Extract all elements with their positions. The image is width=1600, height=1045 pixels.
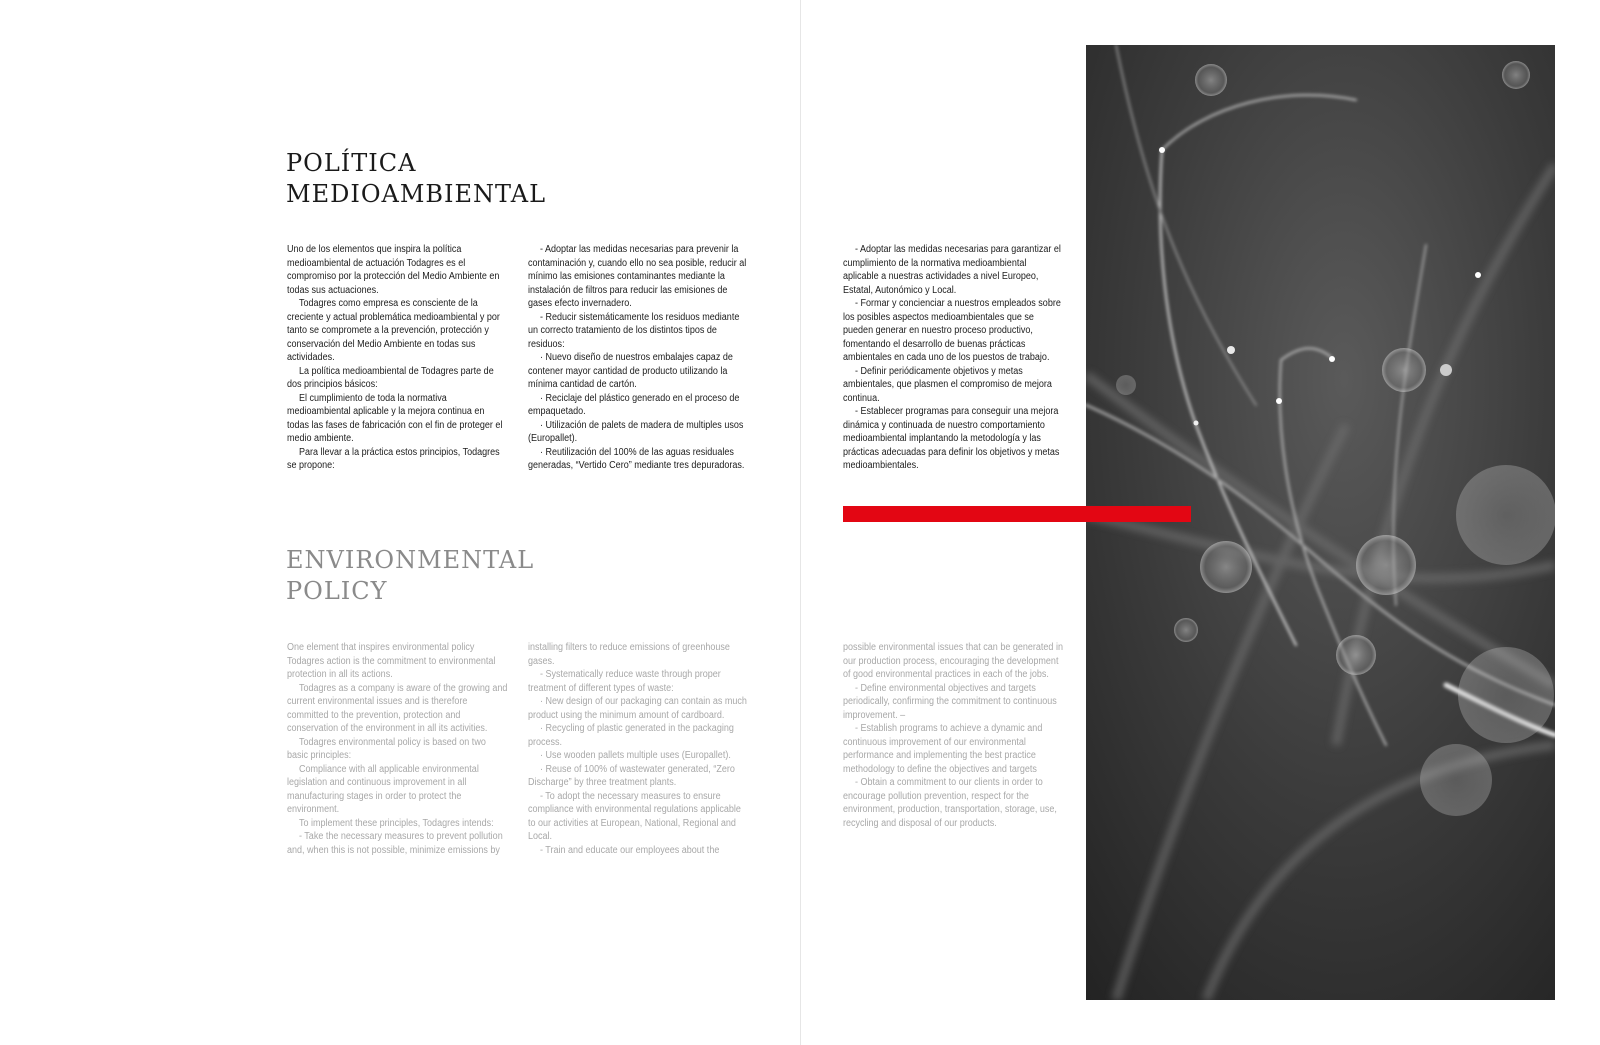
paragraph: · Utilización de palets de madera de multiples usos (Europallet).: [528, 419, 744, 444]
paragraph: - Establish programs to achieve a dynamic and continuous improvement of our environmental performance and implementing the best practice methodology to define the objectives and targets: [843, 723, 1043, 775]
paragraph: · Reutilización del 100% de las aguas residuales generadas, “Vertido Cero” mediante tres depuradoras.: [528, 446, 745, 471]
paragraph: - Take the necessary measures to prevent pollution and, when this is not possible, minimize emissions by: [287, 831, 503, 856]
red-accent-bar: [843, 506, 1191, 522]
english-column-1: [287, 641, 508, 857]
paragraph: possible environmental issues that can be generated in our production process, encouraging the development of good environmental practices in each of the jobs.: [843, 642, 1063, 680]
english-title-line2: POLICY: [286, 577, 388, 605]
spanish-column-1: [287, 243, 508, 473]
paragraph: · Use wooden pallets multiple uses (Europallet).: [539, 750, 731, 761]
english-column-3: [843, 641, 1064, 830]
paragraph: - Obtain a commitment to our clients in order to encourage pollution prevention, respect for the environment, production, transportation, storage, use, recycling and disposal of our products.: [843, 777, 1057, 829]
paragraph: Todagres environmental policy is based on two basic principles:: [287, 736, 486, 761]
paragraph: Todagres como empresa es consciente de la creciente y actual problemática medioambiental y por tanto se compromete a la prevención, protección y conservación del Medio Ambiente en todas sus actividades.: [287, 298, 500, 363]
spanish-column-3: [843, 243, 1064, 473]
spanish-title-line1: POLÍTICA: [286, 149, 417, 177]
paragraph: - Reducir sistemáticamente los residuos mediante un correcto tratamiento de los distintos tipos de residuos:: [528, 311, 740, 350]
paragraph: Para llevar a la práctica estos principios, Todagres se propone:: [287, 446, 500, 471]
paragraph: · Recycling of plastic generated in the packaging process.: [528, 723, 734, 748]
paragraph: - Establecer programas para conseguir una mejora dinámica y continuada de nuestro comportamiento medioambiental implantando la metodología y las prácticas adecuadas para definir los objetivos y metas medioambientales.: [843, 406, 1060, 471]
paragraph: - Definir periódicamente objetivos y metas ambientales, que plasmen el compromiso de mejora continua.: [843, 365, 1052, 404]
paragraph: · Nuevo diseño de nuestros embalajes capaz de contener mayor cantidad de producto utilizando la mínima cantidad de cartón.: [528, 352, 733, 390]
paragraph: Compliance with all applicable environmental legislation and continuous improvement in all manufacturing stages in order to protect the environment.: [287, 763, 479, 815]
paragraph: La política medioambiental de Todagres parte de dos principios básicos:: [287, 365, 494, 390]
paragraph: One element that inspires environmental policy Todagres action is the commitment to environmental protection in all its actions.: [287, 642, 496, 680]
paragraph: - Systematically reduce waste through proper treatment of different types of waste:: [528, 669, 721, 694]
paragraph: - Define environmental objectives and targets periodically, confirming the commitment to continuous improvement. –: [843, 682, 1057, 721]
english-column-2: [528, 641, 749, 857]
english-title-line1: ENVIRONMENTAL: [286, 546, 535, 574]
paragraph: To implement these principles, Todagres intends:: [298, 817, 494, 829]
paragraph: Uno de los elementos que inspira la política medioambiental de actuación Todagres es el compromiso por la protección del Medio Ambiente en todas sus actuaciones.: [287, 244, 500, 296]
spanish-title: [286, 148, 546, 210]
paragraph: - Adoptar las medidas necesarias para prevenir la contaminación y, cuando ello no sea posible, reducir al mínimo las emisiones contaminantes mediante la instalación de filtros para reducir las emisiones de gases efecto invernadero.: [528, 244, 747, 309]
paragraph: · New design of our packaging can contain as much product using the minimum amount of cardboard.: [528, 696, 747, 721]
paragraph: · Reciclaje del plástico generado en el proceso de empaquetado.: [528, 392, 740, 417]
paragraph: installing filters to reduce emissions of greenhouse gases.: [528, 642, 730, 667]
paragraph: · Reuse of 100% of wastewater generated, “Zero Discharge” by three treatment plants.: [528, 763, 735, 788]
paragraph: Todagres as a company is aware of the growing and current environmental issues and is therefore committed to the prevention, protection and conservation of the environment in all its activities.: [287, 682, 508, 734]
english-title: [286, 545, 534, 607]
paragraph: - Adoptar las medidas necesarias para garantizar el cumplimiento de la normativa medioambiental aplicable a nuestras actividades a nivel Europeo, Estatal, Autonómico y Local.: [843, 244, 1061, 296]
page-gutter: [800, 0, 801, 1045]
paragraph: - To adopt the necessary measures to ensure compliance with environmental regulations applicable to our activities at European, National, Regional and Local.: [528, 790, 741, 842]
paragraph: El cumplimiento de toda la normativa medioambiental aplicable y la mejora continua en todas las fases de fabricación con el fin de proteger el medio ambiente.: [287, 392, 503, 444]
spanish-column-2: [528, 243, 749, 473]
paragraph: - Formar y concienciar a nuestros empleados sobre los posibles aspectos medioambientales que se pueden generar en nuestro proceso productivo, fomentando el desarrollo de buenas prácticas ambientales en cada uno de los puestos de trabajo.: [843, 298, 1061, 363]
spanish-title-line2: MEDIOAMBIENTAL: [286, 180, 546, 208]
grass-dew-photo: [1086, 45, 1555, 1000]
paragraph: - Train and educate our employees about the: [539, 844, 720, 856]
